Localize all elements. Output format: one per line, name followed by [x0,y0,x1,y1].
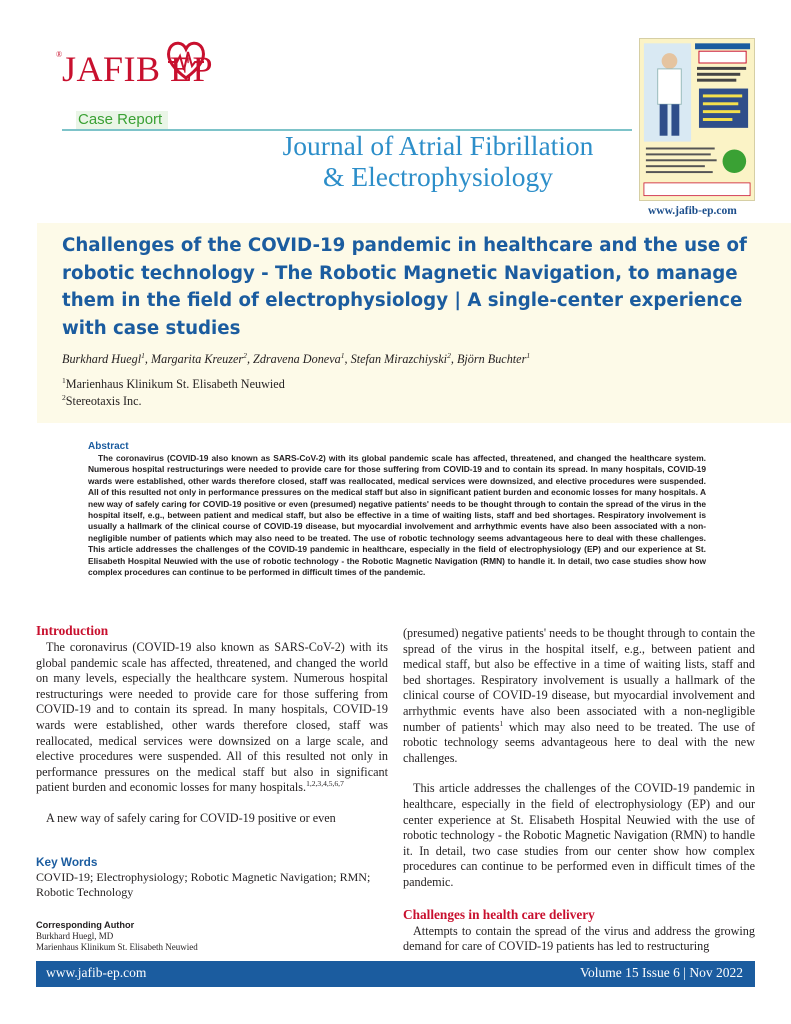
affiliation-text: Stereotaxis Inc. [65,394,142,408]
corresponding-author-affiliation: Marienhaus Klinikum St. Elisabeth Neuwied [36,941,198,952]
footer-issue: Volume 15 Issue 6 | Nov 2022 [580,965,743,980]
introduction-paragraph-3 [403,626,755,766]
page-footer [36,961,755,987]
abstract [88,441,706,578]
corresponding-author-name: Burkhard Huegl, MD [36,931,114,941]
affiliation-number: 1 [62,375,66,385]
registered-mark: ® [56,50,63,59]
corresponding-author [36,920,388,952]
introduction-paragraph-4: This article addresses the challenges of the COVID-19 pandemic in healthcare, especially in the field of electrophysiology (EP) and our center experience at St. Elisabeth Hospital Neuwied with the use of robotic technology - the Robotic Magnetic Navigation (RMN) to handle it. In detail, two case studies from our center show how complex procedures can continue to be performed even in difficult times of the pandemic. [403,781,755,889]
author-name: Burkhard Huegl [62,352,142,366]
journal-title [210,130,666,192]
journal-logo [56,38,252,89]
citation-refs[interactable]: 1,2,3,4,5,6,7 [306,779,344,789]
affiliation-number: 2 [62,392,66,402]
abstract-text: The coronavirus (COVID-19 also known as SARS-CoV-2) with its global pandemic scale has affected, threatened, and changed the healthcare system. Numerous hospital restructurings were needed to provide care for those suffering from COVID-19 and to contain its spread. In many hospitals, COVID-19 wards were established, other wards therefore closed, staff was reallocated, medical services were downsized, and elective procedures were suspended. All of this resulted not only in performance pressures on the medical staff but also in significant patient burden and economic losses for many hospitals. A new way of safely caring for COVID-19 positive or even (presumed) negative patients' needs to be thought through to contain the spread of the virus in the hospital itself, e.g., between patient and medical staff, but also be effective in a time of waiting lists, staff and bed shortages. Respiratory involvement is usually a hallmark of the clinical course of COVID-19 disease, but myocardial involvement and arrhythmic events have also been associated with a non-negligible number of patients which may also need to be treated. The use of robotic technology seems advantageous here to deal with these challenges. This article addresses the challenges of the COVID-19 pandemic in healthcare, especially in the field of electrophysiology (EP) and our experience at St. Elisabeth Hospital Neuwied with the use of robotic technology - the Robotic Magnetic Navigation (RMN) to handle it. In detail, two case studies show how complex procedures can continue to be performed in difficult times of the pandemic. [88,453,706,578]
author-affiliation-mark: 1 [141,350,145,360]
author-name: Zdravena Doneva [253,352,341,366]
author-affiliation-mark: 2 [447,350,451,360]
introduction-paragraph-2: A new way of safely caring for COVID-19 positive or even [46,810,336,825]
paragraph-text: which may also need to be treated. The use of robotic technology seems advantageous here to deal with the new challenges. [403,719,755,765]
introduction-heading: Introduction [36,623,109,638]
journal-title-line-2: & Electrophysiology [323,161,553,192]
author-affiliation-mark: 1 [526,350,531,360]
keywords-section [36,854,388,900]
keywords-text: COVID-19; Electrophysiology; Robotic Magnetic Navigation; RMN; Robotic Technology [36,870,371,899]
journal-url-header[interactable]: www.jafib-ep.com [648,205,737,217]
author-affiliation-mark: 2 [243,350,247,360]
heart-ecg-icon [164,38,208,84]
author-name: Margarita Kreuzer [150,352,244,366]
author-list: Burkhard Huegl$^1$, Margarita Kreuzer$^2$, Zdravena Doneva$^1$, Stefan Mirazchiyski$^2$, Björn Buchter$^1$ [62,350,531,366]
affiliation-1 [62,377,285,392]
challenges-heading: Challenges in health care delivery [403,906,595,922]
challenges-paragraph-1: Attempts to contain the spread of the virus and address the growing demand for care of COVID-19 patients has led to restructuring [403,923,755,954]
affiliation-2 [62,394,142,409]
left-column [36,622,388,827]
section-label: Case Report [76,111,168,129]
journal-title-line-1: Journal of Atrial Fibrillation [282,130,594,161]
introduction-paragraph-1 [36,640,388,796]
journal-cover-thumbnail [639,38,755,201]
article-title: Challenges of the COVID-19 pandemic in healthcare and the use of robotic technology - The Robotic Magnetic Navigation, to manage them in the field of electrophysiology | A single-center experience with case studies [62,235,747,339]
paragraph-text: (presumed) negative patients' needs to be thought through to contain the spread of the virus in the hospital itself, e.g., between patient and medical staff, but also be effective in a time of waiting lists, staff and bed shortages. Respiratory involvement is usually a hallmark of the clinical course of COVID-19 disease, but myocardial involvement and arrhythmic events have also been associated with a non-negligible number of patients [403,626,755,734]
paragraph-text: The coronavirus (COVID-19 also known as SARS-CoV-2) with its global pandemic scale has affected, threatened, and changed the world on many levels, especially the healthcare system. Numerous hospital restructurings were needed to provide care for those suffering from COVID-19 and to contain its spread. In many hospitals, COVID-19 wards were established, other wards therefore closed, staff was reallocated, medical services were downsized on a large scale, and elective procedures were suspended. All of this resulted not only in performance pressures on the medical staff but also in significant patient burden and economic losses for many hospitals. [36,640,388,795]
footer-url[interactable]: www.jafib-ep.com [46,965,147,980]
affiliation-text: Marienhaus Klinikum St. Elisabeth Neuwied [65,377,285,391]
author-affiliation-mark: 1 [340,350,345,360]
right-column [403,626,755,955]
logo-text: JAFIB EP [62,49,214,89]
author-name: Björn Buchter [456,352,527,366]
author-name: Stefan Mirazchiyski [350,352,448,366]
corresponding-author-heading: Corresponding Author [36,920,135,930]
abstract-heading: Abstract [88,441,129,452]
keywords-heading: Key Words [36,855,98,869]
citation-refs[interactable]: 1 [499,718,504,728]
